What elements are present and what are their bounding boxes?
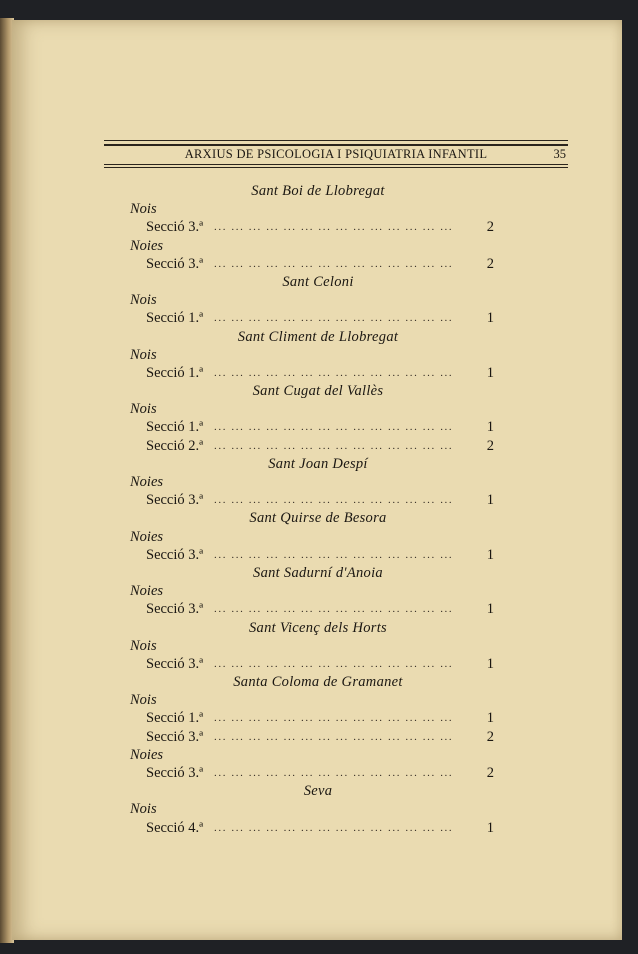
section-count: 2 [486, 437, 494, 454]
group-heading: Nois [130, 346, 157, 363]
section-entry [128, 764, 500, 782]
section-count: 1 [486, 492, 494, 509]
dot-leader: ... ... ... ... ... ... ... ... ... ... ... ... ... ... [214, 494, 454, 507]
town-heading: Sant Vicenç dels Horts [248, 619, 387, 636]
header-rule [104, 140, 568, 141]
header-rule [104, 144, 568, 146]
section-entry [128, 546, 500, 564]
section-count: 2 [486, 219, 494, 236]
section-label: Secció 3.ª [146, 765, 204, 781]
section-entry [128, 364, 500, 382]
dot-leader: ... ... ... ... ... ... ... ... ... ... ... ... ... ... [214, 257, 454, 270]
group-heading: Nois [130, 201, 157, 218]
section-entry [128, 218, 500, 236]
section-entry [128, 819, 500, 837]
journal-title: ARXIUS DE PSICOLOGIA I PSIQUIATRIA INFANTIL [184, 147, 488, 161]
section-label: Secció 3.ª [146, 255, 204, 272]
town-heading: Santa Coloma de Gramanet [233, 674, 403, 691]
section-entry [128, 418, 500, 436]
dot-leader: ... ... ... ... ... ... ... ... ... ... ... ... ... ... [214, 821, 454, 834]
section-label: Secció 3.ª [146, 601, 204, 618]
group-heading: Noies [130, 528, 164, 545]
dot-leader: ... ... ... ... ... ... ... ... ... ... ... ... ... ... [214, 421, 454, 434]
group-heading: Nois [130, 637, 157, 654]
section-count: 1 [486, 546, 494, 563]
header-rule [104, 164, 568, 165]
section-label: Secció 4.ª [146, 819, 204, 836]
section-label: Secció 3.ª [146, 728, 204, 745]
section-count: 1 [486, 419, 494, 436]
group-heading: Noies [130, 237, 164, 254]
section-entry [128, 491, 500, 509]
section-count: 1 [486, 601, 494, 618]
dot-leader: ... ... ... ... ... ... ... ... ... ... ... ... ... ... [214, 730, 454, 743]
section-label: Secció 3.ª [146, 655, 204, 672]
town-heading: Seva [303, 783, 333, 800]
header-rule [104, 167, 568, 168]
dot-leader: ... ... ... ... ... ... ... ... ... ... ... ... ... ... [214, 548, 454, 561]
section-label: Secció 1.ª [146, 310, 204, 327]
section-label: Secció 2.ª [146, 437, 204, 454]
section-entry [128, 309, 500, 327]
section-entry [128, 255, 500, 273]
section-label: Secció 1.ª [146, 710, 204, 727]
section-label: Secció 1.ª [146, 364, 204, 381]
running-header [104, 138, 568, 168]
section-entry [128, 600, 500, 618]
town-heading: Sant Climent de Llobregat [237, 328, 399, 345]
dot-leader: ... ... ... ... ... ... ... ... ... ... ... ... ... ... [214, 366, 454, 379]
town-heading: Sant Celoni [282, 273, 354, 290]
group-heading: Nois [130, 692, 157, 709]
section-count: 1 [486, 310, 494, 327]
dot-leader: ... ... ... ... ... ... ... ... ... ... ... ... ... ... [214, 767, 454, 779]
group-heading: Nois [130, 401, 157, 418]
town-heading: Sant Quirse de Besora [249, 510, 387, 527]
dot-leader: ... ... ... ... ... ... ... ... ... ... ... ... ... ... [214, 312, 454, 325]
section-count: 1 [486, 710, 494, 727]
town-heading: Sant Cugat del Vallès [252, 383, 384, 400]
section-entry [128, 709, 500, 727]
section-count: 2 [486, 765, 494, 781]
town-heading: Sant Sadurní d'Anoia [253, 564, 383, 581]
dot-leader: ... ... ... ... ... ... ... ... ... ... ... ... ... ... [214, 439, 454, 452]
dot-leader: ... ... ... ... ... ... ... ... ... ... ... ... ... ... [214, 603, 454, 616]
group-heading: Noies [130, 746, 164, 763]
group-heading: Nois [130, 292, 157, 309]
dot-leader: ... ... ... ... ... ... ... ... ... ... ... ... ... ... [214, 657, 454, 670]
section-label: Secció 3.ª [146, 492, 204, 509]
group-heading: Nois [130, 801, 157, 818]
group-heading: Noies [130, 583, 164, 600]
section-entry [128, 728, 500, 746]
section-count: 1 [486, 819, 494, 836]
section-label: Secció 3.ª [146, 546, 204, 563]
section-label: Secció 1.ª [146, 419, 204, 436]
municipality-list [128, 182, 500, 837]
section-label: Secció 3.ª [146, 219, 204, 236]
section-count: 2 [486, 255, 494, 272]
section-count: 1 [486, 655, 494, 672]
section-count: 2 [486, 728, 494, 745]
group-heading: Noies [130, 474, 164, 490]
dot-leader: ... ... ... ... ... ... ... ... ... ... ... ... ... ... [214, 712, 454, 725]
town-heading: Sant Joan Despí [268, 455, 368, 472]
page-number: 35 [553, 147, 566, 161]
town-heading: Sant Boi de Llobregat [251, 183, 385, 199]
section-entry [128, 437, 500, 455]
section-entry [128, 655, 500, 673]
dot-leader: ... ... ... ... ... ... ... ... ... ... ... ... ... ... [214, 221, 454, 234]
section-count: 1 [486, 364, 494, 381]
